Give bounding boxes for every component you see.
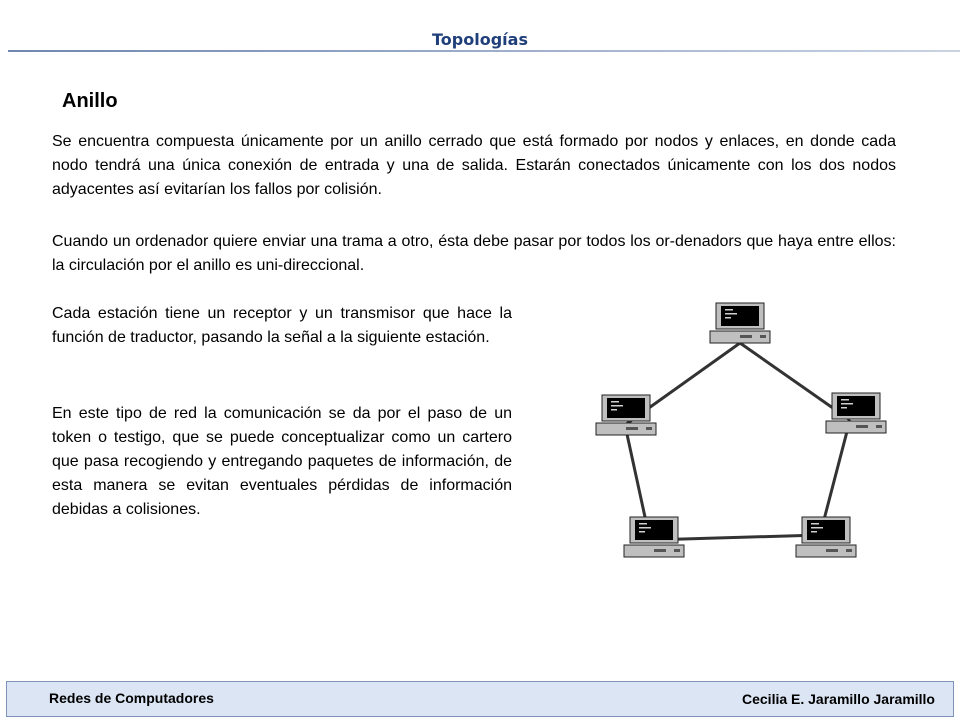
- footer-course: Redes de Computadores: [49, 690, 214, 706]
- paragraph-description: Se encuentra compuesta únicamente por un anillo cerrado que está formado por nodos y enlaces, en donde cada nodo tendrá una única conexión de entrada y una de salida. Estarán conectados únicamente con los dos nodos adyacentes así evitarían los fallos por colisión.: [52, 133, 896, 198]
- computer-icon: [710, 303, 770, 343]
- computer-icon: [826, 393, 886, 433]
- paragraph-station: Cada estación tiene un receptor y un transmisor que hace la función de traductor, pasando la señal a la siguiente estación.: [52, 305, 512, 346]
- ring-links: [625, 343, 850, 540]
- computer-icon: [624, 517, 684, 557]
- footer-author: Cecilia E. Jaramillo Jaramillo: [742, 691, 935, 707]
- slide-header-title: Topologías: [432, 30, 528, 49]
- paragraph-token: En este tipo de red la comunicación se da por el paso de un token o testigo, que se puede conceptualizar como un cartero que pasa recogiendo y entregando paquetes de información, de esta manera se evitan eventuales pérdidas de información debidas a colisiones.: [52, 405, 512, 518]
- computer-icon: [596, 395, 656, 435]
- ring-topology-diagram: [590, 295, 890, 575]
- footer-bar: [6, 681, 954, 717]
- header-divider: [8, 50, 960, 52]
- section-heading: Anillo: [62, 90, 118, 112]
- computer-icon: [796, 517, 856, 557]
- paragraph-circulation: Cuando un ordenador quiere enviar una trama a otro, ésta debe pasar por todos los or-denadors que haya entre ellos: la circulación por el anillo es uni-direccional.: [52, 233, 896, 274]
